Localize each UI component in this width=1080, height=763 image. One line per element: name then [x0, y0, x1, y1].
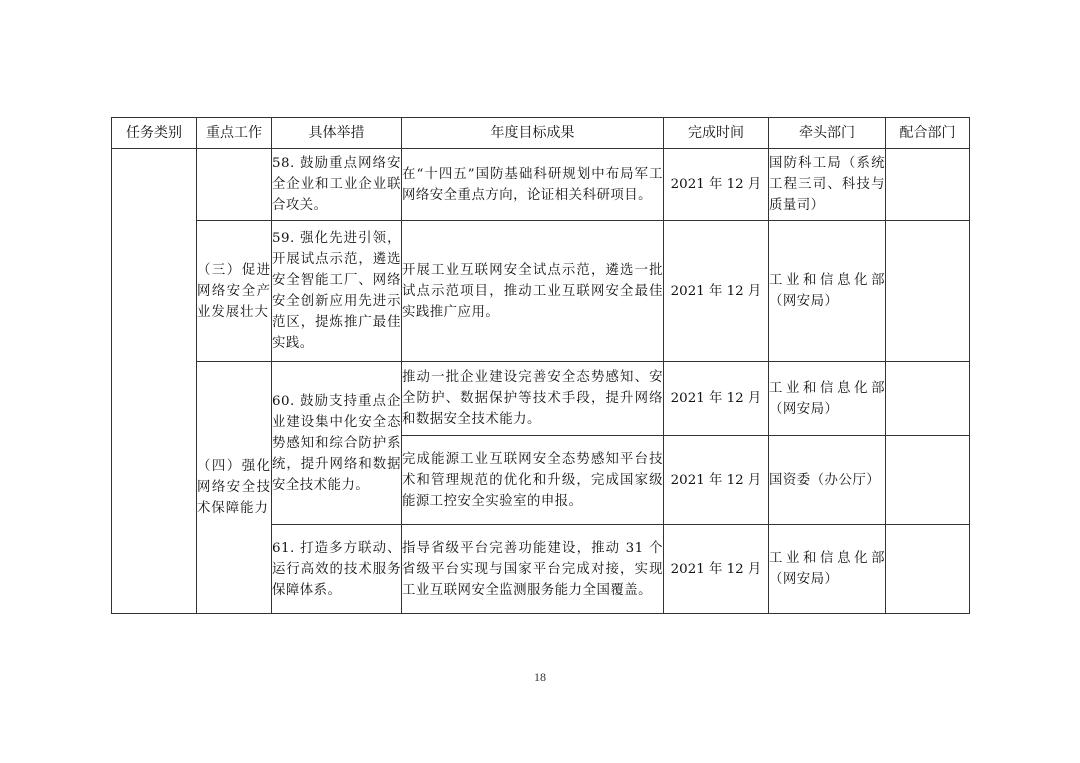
header-completion-time: 完成时间: [664, 118, 769, 149]
lead-dept-cell: 国资委（办公厅）: [769, 436, 886, 525]
time-cell: 2021 年 12 月: [664, 221, 769, 362]
key-work-cell: [197, 149, 272, 221]
header-supporting-department: 配合部门: [886, 118, 970, 149]
support-dept-cell: [886, 149, 970, 221]
goal-cell: 开展工业互联网安全试点示范，遴选一批试点示范项目，推动工业互联网安全最佳实践推广应用。: [402, 221, 664, 362]
header-key-work: 重点工作: [197, 118, 272, 149]
time-cell: 2021 年 12 月: [664, 149, 769, 221]
goal-cell: 完成能源工业互联网安全态势感知平台技术和管理规范的优化和升级，完成国家级能源工控安全实验室的申报。: [402, 436, 664, 525]
time-cell: 2021 年 12 月: [664, 436, 769, 525]
key-work-industry: （三）促进网络安全产业发展壮大: [197, 221, 272, 362]
header-task-category: 任务类别: [112, 118, 197, 149]
table-row: [112, 149, 970, 221]
lead-dept-cell: 国防科工局（系统工程三司、科技与质量司）: [769, 149, 886, 221]
table-header-row: [112, 118, 970, 149]
table-row: [112, 362, 970, 436]
support-dept-cell: [886, 436, 970, 525]
time-cell: 2021 年 12 月: [664, 362, 769, 436]
time-cell: 2021 年 12 月: [664, 525, 769, 614]
task-category-cell: [112, 149, 197, 614]
lead-dept-cell: 工业和信息化部（网安局）: [769, 362, 886, 436]
lead-dept-cell: 工业和信息化部（网安局）: [769, 525, 886, 614]
goal-cell: 在“十四五”国防基础科研规划中布局军工网络安全重点方向，论证相关科研项目。: [402, 149, 664, 221]
support-dept-cell: [886, 221, 970, 362]
goal-cell: 推动一批企业建设完善安全态势感知、安全防护、数据保护等技术手段，提升网络和数据安全技术能力。: [402, 362, 664, 436]
goal-cell: 指导省级平台完善功能建设，推动 31 个省级平台实现与国家平台完成对接，实现工业互联网安全监测服务能力全国覆盖。: [402, 525, 664, 614]
support-dept-cell: [886, 525, 970, 614]
key-work-tech: （四）强化网络安全技术保障能力: [197, 362, 272, 614]
measure-59: 59. 强化先进引领，开展试点示范，遴选安全智能工厂、网络安全创新应用先进示范区，提炼推广最佳实践。: [272, 221, 402, 362]
header-lead-department: 牵头部门: [769, 118, 886, 149]
header-specific-measures: 具体举措: [272, 118, 402, 149]
table-row: [112, 221, 970, 362]
header-annual-goals: 年度目标成果: [402, 118, 664, 149]
measure-58: 58. 鼓励重点网络安全企业和工业企业联合攻关。: [272, 149, 402, 221]
task-table: [111, 117, 970, 614]
support-dept-cell: [886, 362, 970, 436]
page-number: 18: [534, 670, 546, 684]
measure-60: 60. 鼓励支持重点企业建设集中化安全态势感知和综合防护系统，提升网络和数据安全技术能力。: [272, 362, 402, 525]
lead-dept-cell: 工业和信息化部（网安局）: [769, 221, 886, 362]
measure-61: 61. 打造多方联动、运行高效的技术服务保障体系。: [272, 525, 402, 614]
